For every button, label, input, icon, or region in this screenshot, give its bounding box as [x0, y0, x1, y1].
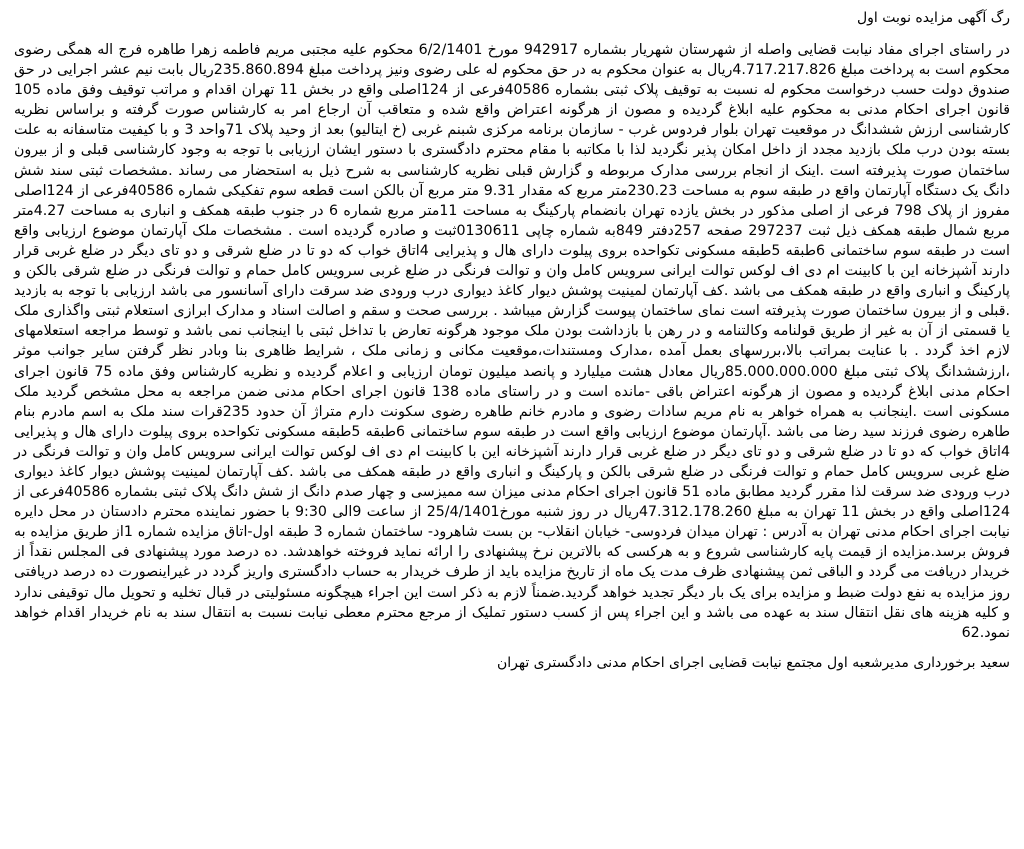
notice-title: رگ آگهی مزایده نوبت اول: [856, 10, 1010, 26]
notice-signature: سعید برخورداری مدیرشعبه اول مجتمع نیابت قضایی اجرای احکام مدنی دادگستری تهران: [496, 654, 1010, 671]
notice-body: در راستای اجرای مفاد نیابت قضایی واصله از شهرستان شهریار بشماره 942917 مورخ 6/2/1401 محکوم علیه مجتبی مریم فاطمه زهرا طاهره فرج اله همگی رضوی محکوم است به پرداخت مبلغ 4.717.217.826ریال به عنوان محکوم به در حق محکوم له علی رضوی ونیز پرداخت مبلغ 235.860.894ریال بابت نیم عشر اجرایی در حق صندوق دولت حسب درخواست محکوم له نسبت به توقیف پلاک ثبتی بشماره 40586فرعی از 124اصلی واقع در بخش 11 تهران اقدام و مراتب توقیف وفق ماده 105 قانون اجرای احکام مدنی به محکوم علیه ابلاغ گردیده و مصون از هرگونه اعتراض واقع شده و متعاقب آن ارجاع امر به کارشناس صورت گرفته و براساس نظریه کارشناسی ارزش ششدانگ در موقعیت تهران بلوار فردوس غرب - سازمان برنامه مرکزی شبنم غربی (خ ایتالیو) بعد از وحید پلاک 71واحد 3 و با کیفیت متاسفانه به علت بسته بودن درب ملک بازدید مجدد از داخل امکان پذیر نگردید لذا با مکاتبه با مقام محترم دادگستری با دستور ایشان ارزیابی با توجه به وجود کارشناسی قبلی و از بیرون ساختمان صورت پذیرفته است .اینک از انجام بررسی مدارک مربوطه و گزارش قبلی نظریه کارشناسی به شرح ذیل به استحضار می رساند .مشخصات ثبتی سند شش دانگ یک دستگاه آپارتمان واقع در طبقه سوم به مساحت 230.23متر مربع که مقدار 9.31 متر مربع آن بالکن است قطعه سوم تفکیکی شماره 40586فرعی از 124اصلی مفروز از پلاک 798 فرعی از اصلی مذکور در بخش یازده تهران بانضمام پارکینگ به مساحت 11متر مربع شماره 6 در جنوب طبقه همکف و انباری به مساحت 4.27متر مربع شمال طبقه همکف ذیل ثبت 297237 صفحه 257دفتر 849به شماره چاپی 0130611ثبت و صادره گردیده است . مشخصات ملک آپارتمان موضوع ارزیابی واقع است در طبقه سوم ساختمانی 6طبقه 5طبقه مسکونی تکواحده بروی پیلوت دارای هال و پذیرایی 4اتاق خواب که دو تا در ضلع شرقی و دو تای دیگر در ضلع غربی قرار دارند آشپزخانه این با کابینت ام دی اف لوکس توالت ایرانی سرویس کامل وان و توالت فرنگی در ضلع غربی سرویس کامل حمام و توالت فرنگی در ضلع شرقی بالکن و پارکینگ و انباری واقع در طبقه همکف می باشد .کف آپارتمان لمینیت پوشش دیوار کاغذ دیواری درب ورودی ضد سرقت دارای آسانسور می باشد ارزیابی با توجه به بازدید .قبلی و از بیرون ساختمان صورت پذیرفته است نمای ساختمان پیوست گزارش میباشد . بررسی صحت و سقم و اصالت اسناد و مدارک ابرازی استعلام ثبتی واگذاری ملک یا قسمتی از آن به غیر از طریق قولنامه وکالتنامه و در رهن با بازداشت بودن ملک موجود هرگونه تعارض با تداخل ثبتی با اینجانب نمی باشد و توسط مراجعه استعلامهای لازم اخذ گردد . با عنایت بمراتب بالا،بررسهای بعمل آمده ،مدارک ومستندات،موقعیت مکانی و زمانی ملک ، شرایط ظاهری بنا وبادر نظر گرفتن سایر جوانب موثر ،ارزششدانگ پلاک ثبتی مبلغ 85.000.000.000ریال معادل هشت میلیارد و پانصد میلیون تومان ارزیابی و اعلام گردیده و نظریه کارشناس وفق ماده 75 قانون اجرای احکام مدنی ابلاغ گردیده و مصون از هرگونه اعتراض باقی -مانده است و در راستای ماده 138 قانون اجرای احکام مدنی ضمن مراجعه به محل مشخص گردید ملک مسکونی است .اینجانب به همراه خواهر به نام مریم سادات رضوی و مادرم خانم طاهره رضوی سکونت دارم متراژ آن حدود 235قرات سند ملک به اسم مادرم بنام طاهره رضوی فرزند سید رضا می باشد .آپارتمان موضوع ارزیابی واقع است در طبقه سوم ساختمانی 6طبقه 5طبقه مسکونی تکواحده بروی پیلوت دارای هال و پذیرایی 4اتاق خواب که دو تا در ضلع شرقی و دو تای دیگر در ضلع غربی قرار دارند آشپزخانه این با کابینت ام دی اف لوکس توالت ایرانی سرویس کامل وان و توالت فرنگی در ضلع غربی سرویس کامل حمام و توالت فرنگی در ضلع شرقی بالکن و پارکینگ و انباری واقع در طبقه همکف می باشد .کف آپارتمان لمینیت پوشش دیوار کاغذ دیواری درب ورودی ضد سرقت لذا مقرر گردید مطابق ماده 51 قانون اجرای احکام مدنی میزان سه ممیزسی و چهار صدم دانگ از شش دانگ پلاک ثبتی بشماره 40586فرعی از 124اصلی واقع در بخش 11 تهران به مبلغ 47.312.178.260ریال در روز شنبه مورخ25/4/1401 از ساعت 9الی 9:30 با حضور نماینده محترم دادستان در محل دایره نیابت اجرای احکام مدنی تهران به آدرس : تهران میدان فردوسی- خیابان انقلاب- بن بست شاهرود- ساختمان شماره 3 طبقه اول-اتاق مزایده شماره 1از طریق مزایده به فروش برسد.مزایده از قیمت پایه کارشناسی شروع و به هرکسی که بالاترین نرخ پیشنهادی را ارائه نماید فروخته خواهدشد. ده درصد مورد پیشنهادی فی المجلس نقداً از خریدار دریافت می گردد و الباقی ثمن پیشنهادی ظرف مدت یک ماه از تاریخ مزایده باید از طرف خریدار به حساب دادگستری واریز گردد در غیراینصورت ده درصد دریافتی روز مزایده به نفع دولت ضبط و مزایده برای یک بار دیگر تجدید خواهد گردید.ضمناً لازم به ذکر است این اجراء هیچگونه مسئولیتی در قبال تخلیه و تحویل مال توقیفی ندارد و کلیه هزینه های نقل انتقال سند به عهده می باشد و این اجراء پس از کسب دستور تملیک از مرجع محترم معطی نیابت نسبت به انتقال سند به نام خریدار اقدام خواهد نمود.62: [14, 42, 1011, 641]
